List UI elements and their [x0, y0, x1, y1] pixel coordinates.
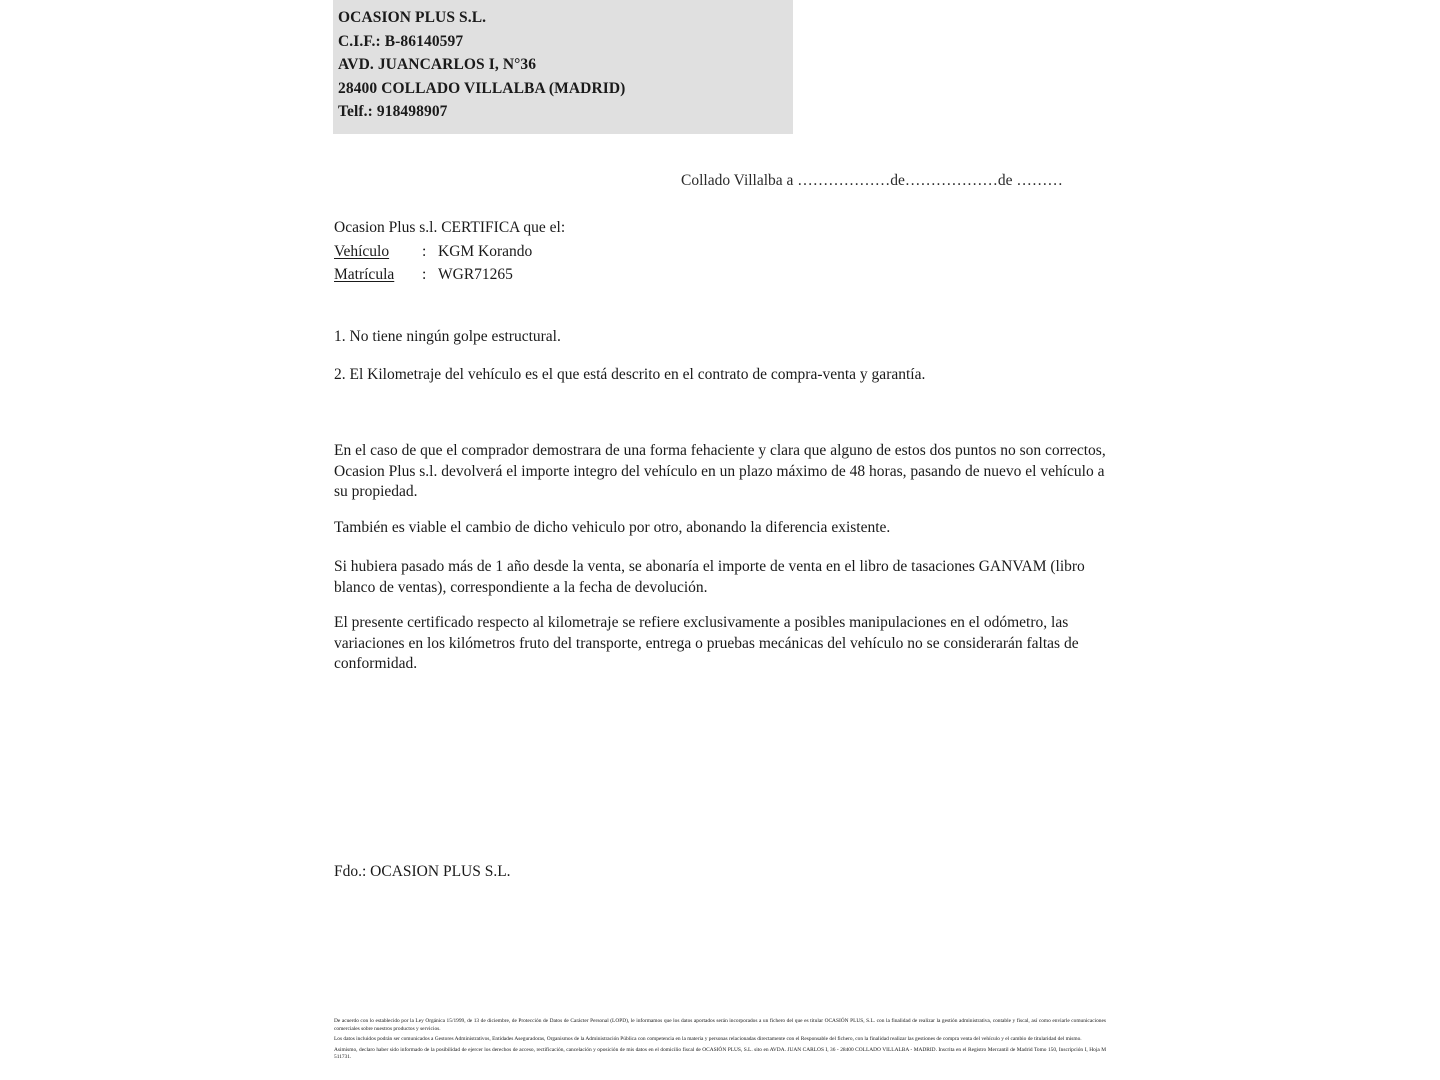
- company-cif: C.I.F.: B-86140597: [338, 32, 464, 50]
- certified-point-1: 1. No tiene ningún golpe estructural.: [334, 328, 561, 345]
- company-name: OCASION PLUS S.L.: [338, 9, 487, 26]
- paragraph-odometer-scope: El presente certificado respecto al kilometraje se refiere exclusivamente a posibles manipulaciones en el odómetro, las variaciones en los kilómetros fruto del transporte, entrega o pruebas mecánicas del vehículo no se considerarán faltas de conformidad.: [334, 614, 1079, 672]
- legal-paragraph-2: Los datos incluidos podrán ser comunicados a Gestores Administrativos, Entidades Aseguradoras, Organismos de la Administración Pública con competencia en la materia y personas relacionadas directamente con el Responsable del fichero, con la finalidad realizar las gestiones de compra venta del vehículo y el cambio de titularidad del mismo.: [334, 1036, 1082, 1043]
- signature-line: Fdo.: OCASION PLUS S.L.: [334, 863, 511, 880]
- vehicle-separator: :: [422, 242, 427, 260]
- paragraph-vehicle-exchange: También es viable el cambio de dicho vehiculo por otro, abonando la diferencia existente.: [334, 519, 891, 536]
- company-city: 28400 COLLADO VILLALBA (MADRID): [338, 79, 626, 97]
- paragraph-one-year-clause: Si hubiera pasado más de 1 año desde la venta, se abonaría el importe de venta en el libro de tasaciones GANVAM (libro blanco de ventas), correspondiente a la fecha de devolución.: [334, 558, 1085, 596]
- place-date-line: Collado Villalba a ………………de………………de ………: [681, 172, 1063, 189]
- certified-point-2: 2. El Kilometraje del vehículo es el que está descrito en el contrato de compra-venta y garantía.: [334, 366, 926, 383]
- company-header-block: [333, 0, 793, 134]
- paragraph-refund-terms: En el caso de que el comprador demostrara de una forma fehaciente y clara que alguno de estos dos puntos no son correctos, Ocasion Plus s.l. devolverá el importe integro del vehículo en un plazo máximo de 48 horas, pasando de nuevo el vehículo a su propiedad.: [334, 442, 1106, 500]
- vehicle-label: Vehículo: [334, 242, 390, 260]
- vehicle-row: [334, 240, 565, 264]
- plate-separator: :: [422, 266, 427, 283]
- plate-label: Matrícula: [334, 266, 395, 283]
- plate-value: WGR71265: [438, 266, 513, 283]
- company-address: AVD. JUANCARLOS I, N°36: [338, 56, 537, 73]
- vehicle-value: KGM Korando: [438, 242, 533, 260]
- certifica-intro: Ocasion Plus s.l. CERTIFICA que el:: [334, 219, 566, 236]
- certification-block: [334, 216, 565, 287]
- plate-row: [334, 263, 565, 287]
- legal-paragraph-3: Asimismo, declaro haber sido informado de la posibilidad de ejercer los derechos de acceso, rectificación, cancelación y oposición de mis datos en el domicilio fiscal de OCASIÓN PLUS, S.L. sito en AVDA. JUAN CARLOS I, 36 - 28400 COLLADO VILLALBA - MADRID. Inscrita en el Registro Mercantil de Madrid Tomo 150, Inscripción I, Hoja M 511731.: [334, 1046, 1106, 1061]
- company-phone: Telf.: 918498907: [338, 103, 448, 120]
- legal-paragraph-1: De acuerdo con lo establecido por la Ley Orgánica 15/1999, de 13 de diciembre, de Protección de Datos de Carácter Personal (LOPD), le informamos que los datos aportados serán incorporados a un fichero del que es titular OCASIÓN PLUS, S.L. con la finalidad de realizar la gestión administrativa, contable y fiscal, así como enviarle comunicaciones comerciales sobre nuestros productos y servicios.: [334, 1018, 1106, 1032]
- legal-footer: [334, 1018, 1106, 1065]
